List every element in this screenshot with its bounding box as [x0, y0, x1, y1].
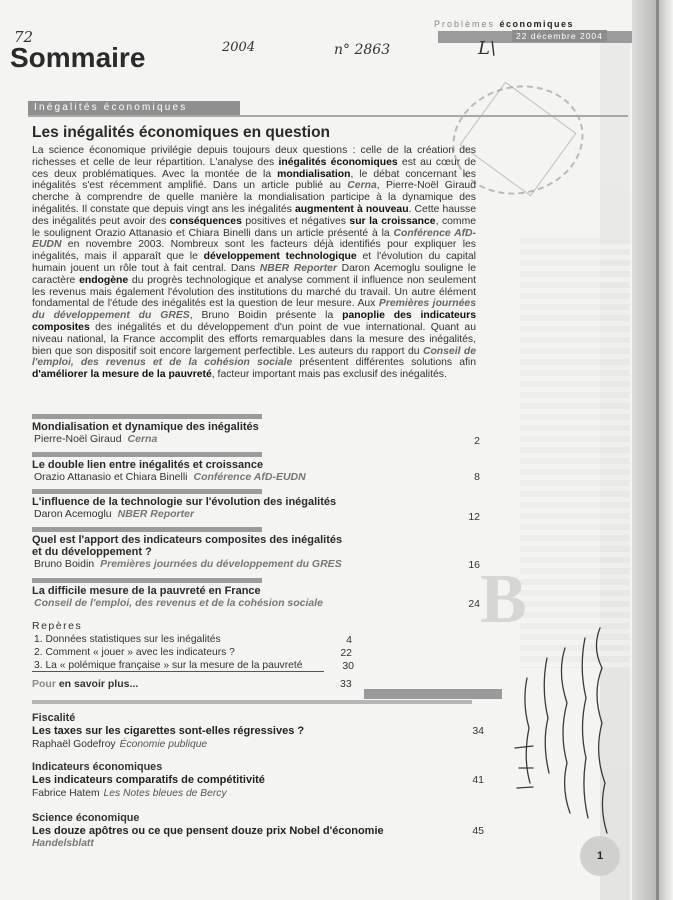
handwritten-number: 72 [14, 28, 34, 46]
issue-date: 22 décembre 2004 [512, 30, 607, 42]
toc-page: 24 [468, 598, 480, 610]
reperes-item[interactable]: 3. La « polémique française » sur la mesure de la pauvreté 30 [34, 660, 354, 672]
toc-title-line2: et du développement ? [32, 546, 152, 558]
grey-slab [364, 689, 502, 699]
toc-page: 12 [468, 511, 480, 523]
toc-source: Conférence AfD-EUDN [193, 471, 306, 483]
reperes-item[interactable]: 1. Données statistiques sur les inégalités 4 [34, 634, 352, 646]
extra-category: Science économique [32, 812, 140, 824]
extra-page: 45 [472, 825, 484, 837]
toc-source: Premières journées du développement du GRES [100, 558, 342, 570]
handwritten-initials: L\ [478, 38, 497, 59]
journal-name [434, 19, 574, 29]
extra-title: Les indicateurs comparatifs de compétitivité [32, 774, 265, 786]
toc-title: L'influence de la technologie sur l'évolution des inégalités [32, 496, 337, 508]
toc-source: NBER Reporter [117, 508, 195, 520]
toc-entry[interactable] [32, 578, 480, 610]
toc-author: Bruno Boidin Premières journées du développement du GRES [34, 558, 342, 570]
toc-title: Mondialisation et dynamique des inégalités [32, 421, 259, 433]
further-reading-page: 33 [340, 678, 352, 690]
toc-author: Pierre-Noël Giraud Cerna [34, 433, 158, 445]
toc-title: Quel est l'apport des indicateurs composites des inégalités [32, 534, 343, 546]
toc-entry[interactable] [32, 414, 480, 446]
toc-rule [32, 527, 262, 532]
extra-page: 41 [472, 774, 484, 786]
extra-entry[interactable] [32, 812, 492, 849]
main-title: Les inégalités économiques en question [32, 124, 331, 141]
toc-entry[interactable] [32, 452, 480, 484]
page-edge-line [656, 0, 659, 900]
toc-rule [32, 452, 262, 457]
handwritten-issue: n° 2863 [334, 42, 391, 58]
reperes-heading: Repères [32, 620, 83, 632]
page-number: 1 [580, 836, 620, 876]
reperes-page: 4 [346, 634, 352, 646]
extra-author: Fabrice Hatem Les Notes bleues de Bercy [32, 788, 227, 799]
section-label: Inégalités économiques [28, 101, 240, 115]
reperes-rule [32, 671, 324, 672]
toc-entry[interactable] [32, 489, 480, 521]
extra-entry[interactable] [32, 761, 492, 800]
toc-page: 16 [468, 559, 480, 571]
toc-entry[interactable] [32, 527, 480, 571]
extra-source: Handelsblatt [32, 838, 94, 849]
page-edge [632, 0, 673, 900]
reperes-page: 30 [342, 660, 354, 672]
toc-title: Le double lien entre inégalités et croissance [32, 459, 264, 471]
extra-source: Économie publique [119, 739, 208, 750]
intro-paragraph: La science économique privilégie depuis toujours deux questions : celle de la création des richesses et celle de leur répartition. L'analyse des inégalités économiques est au cœur de ces deux problématiques. Avec la montée de la mondialisation, le débat concernant les inégalités s'est récemment amplifié. Dans un article publié au Cerna, Pierre-Noël Giraud cherche à comprendre de quelle manière la mondialisation participe à la dynamique des inégalités. Il constate que depuis vingt ans les inégalités augmentent à nouveau. Cette hausse des inégalités peut avoir des conséquences positives et négatives sur la croissance, comme le soulignent Orazio Attanasio et Chiara Binelli dans un article présenté à la Conférence AfD-EUDN en novembre 2003. Nombreux sont les facteurs déjà identifiés pour expliquer les inégalités, mais il apparaît que le développement technologique et l'évolution du capital humain jouent un rôle tout à fait central. Dans NBER Reporter Daron Acemoglu souligne le caractère endogène du progrès technologique et analyse comment il influence non seulement les revenus mais également l'évolution des institutions du marché du travail. Un autre élément fondamental de l'étude des inégalités est la question de leur mesure. Aux Premières journées du développement du GRES, Bruno Boidin présente la panoplie des indicateurs composites des inégalités et du développement d'un point de vue international. Quant au niveau national, la France accomplit des efforts remarquables dans la mesure des inégalités, bien que son dispositif soit encore largement perfectible. Les auteurs du rapport du Conseil de l'emploi, des revenus et de la cohésion sociale présentent différentes solutions afin d'améliorer la mesure de la pauvreté, facteur important mais pas exclusif des inégalités. [32, 145, 477, 381]
page-title: Sommaire [10, 42, 146, 73]
extra-author: Raphaël Godefroy Économie publique [32, 739, 208, 750]
journal-prefix: Problèmes [434, 19, 496, 29]
toc-author: Orazio Attanasio et Chiara Binelli Conférence AfD-EUDN [34, 471, 306, 483]
toc-author [32, 597, 480, 610]
toc-rule [32, 414, 262, 419]
toc-author: Daron Acemoglu NBER Reporter [34, 508, 195, 520]
toc-rule [32, 578, 262, 583]
extra-title: Les douze apôtres ou ce que pensent douze prix Nobel d'économie [32, 825, 384, 837]
handwritten-annotation [505, 618, 615, 848]
section-rule [28, 115, 628, 117]
toc-page: 8 [474, 471, 480, 483]
toc-page: 2 [474, 435, 480, 447]
journal-title: économiques [499, 19, 575, 29]
extra-entry[interactable] [32, 712, 492, 751]
divider-rule [32, 700, 472, 704]
reperes-page: 22 [340, 647, 352, 659]
extra-title: Les taxes sur les cigarettes sont-elles régressives ? [32, 725, 305, 737]
toc-title: La difficile mesure de la pauvreté en France [32, 585, 261, 597]
further-reading-link[interactable]: Pour en savoir plus... [32, 678, 139, 690]
handwritten-year: 2004 [222, 40, 256, 55]
bleed-through-column [520, 238, 630, 668]
toc-source: Cerna [127, 433, 158, 445]
extra-source: Les Notes bleues de Bercy [103, 788, 227, 799]
extra-page: 34 [472, 725, 484, 737]
extra-category: Indicateurs économiques [32, 761, 163, 773]
bleed-through-letter: B [480, 561, 527, 638]
reperes-item[interactable]: 2. Comment « jouer » avec les indicateurs ? 22 [34, 647, 352, 659]
toc-rule [32, 489, 262, 494]
extra-category: Fiscalité [32, 712, 76, 724]
toc-source: Conseil de l'emploi, des revenus et de la cohésion sociale [34, 597, 324, 609]
